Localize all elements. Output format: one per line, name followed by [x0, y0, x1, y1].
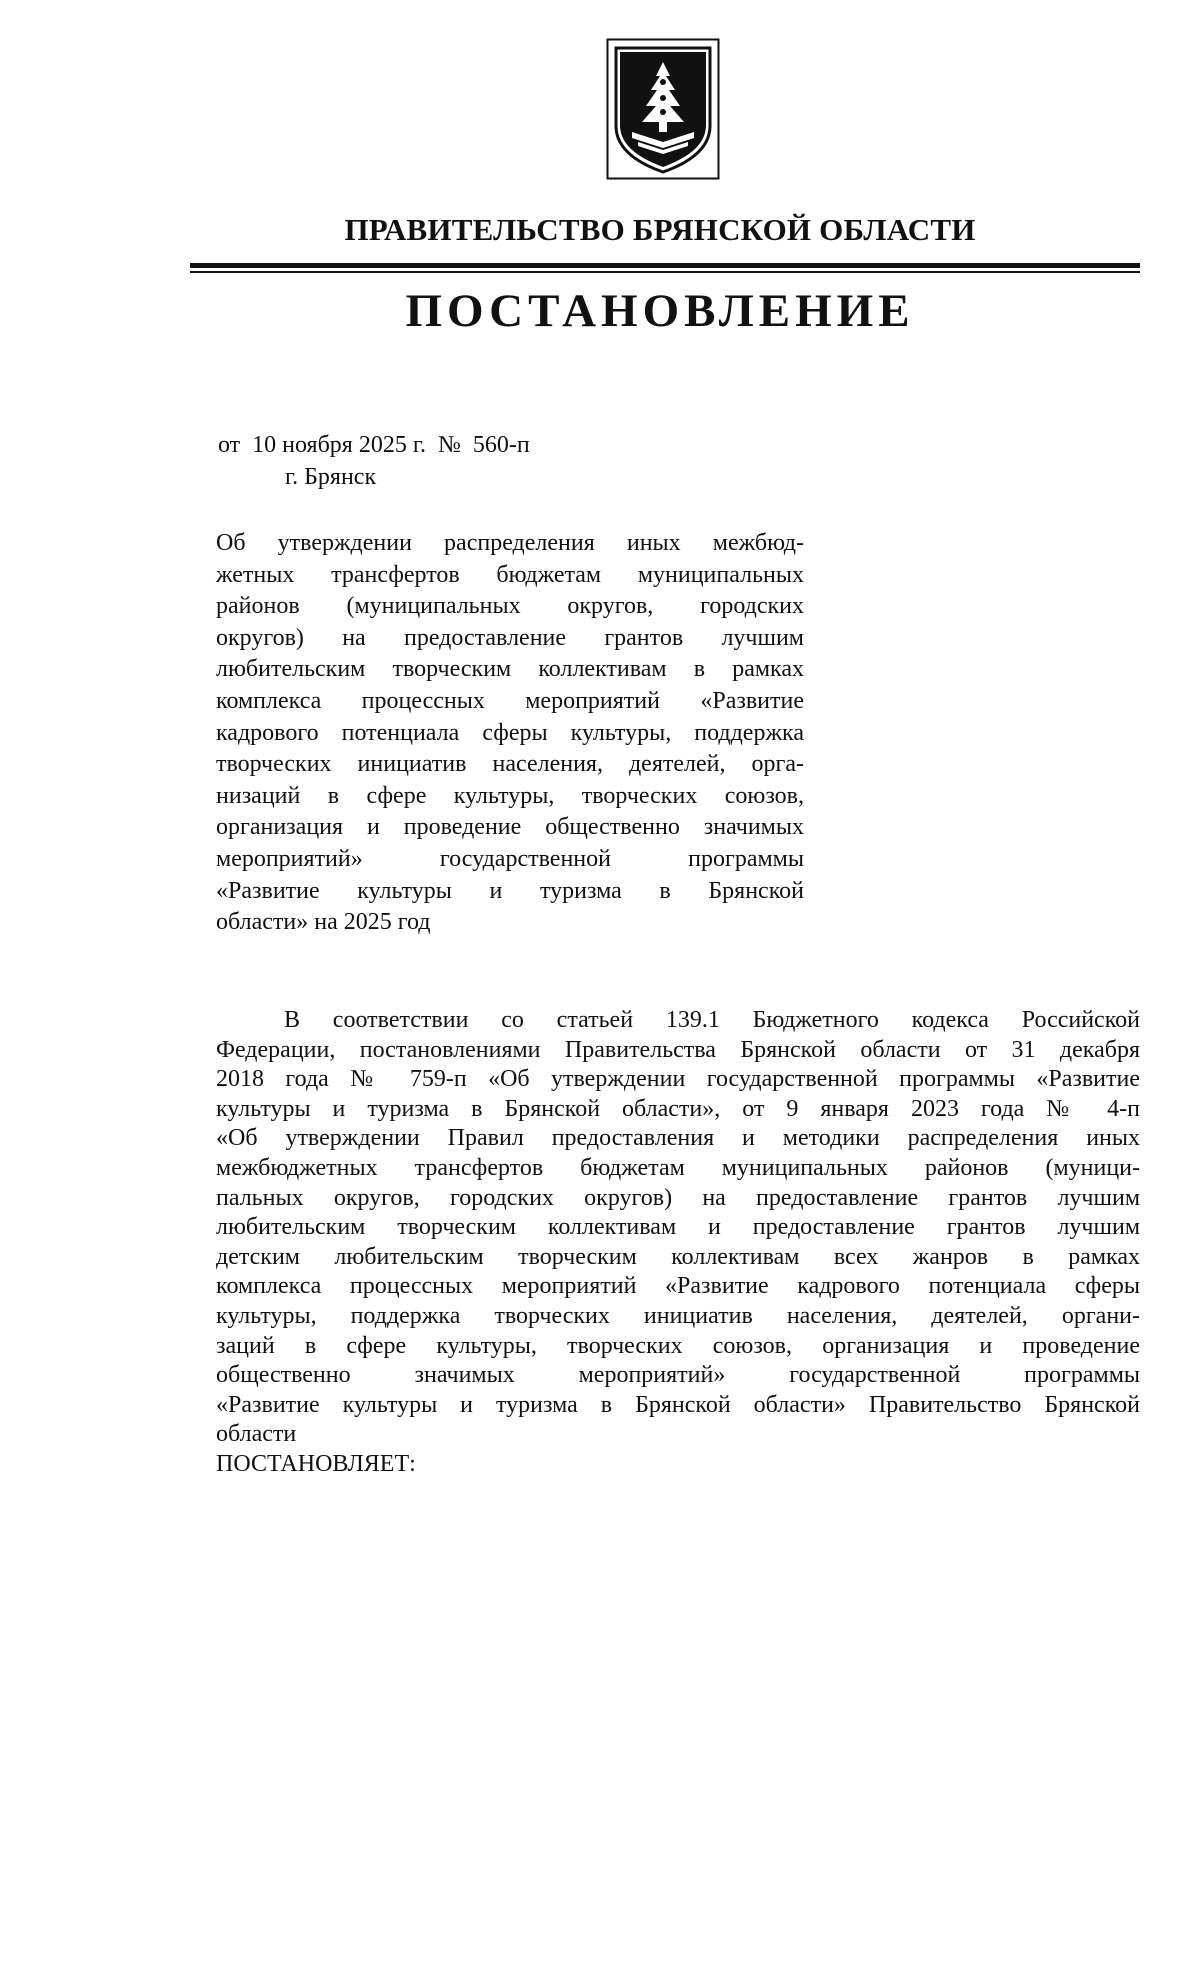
- subject-line: низаций в сфере культуры, творческих союзов,: [216, 782, 804, 809]
- coat-of-arms-icon: [606, 38, 720, 180]
- subject-line: мероприятий» государственной программы: [216, 845, 804, 872]
- decree-word: ПОСТАНОВЛЯЕТ:: [216, 1450, 416, 1477]
- subject-line: районов (муниципальных округов, городских: [216, 593, 804, 620]
- body-line: В соответствии со статьей 139.1 Бюджетного кодекса Российской: [284, 1007, 1140, 1033]
- subject-line: округов) на предоставление грантов лучшим: [216, 624, 804, 651]
- subject-line: творческих инициатив населения, деятелей, орга-: [216, 751, 804, 778]
- date-number-line: [218, 432, 536, 459]
- body-line: любительским творческим коллективам и предоставление грантов лучшим: [216, 1214, 1140, 1241]
- body-line: пальных округов, городских округов) на предоставление грантов лучшим: [216, 1184, 1140, 1211]
- header-divider-thin: [190, 271, 1140, 273]
- header-divider-thick: [190, 263, 1140, 268]
- subject-line: организация и проведение общественно значимых: [216, 814, 804, 841]
- body-line: культуры, поддержка творческих инициатив населения, деятелей, органи-: [216, 1302, 1140, 1329]
- document-type-title: ПОСТАНОВЛЕНИЕ: [405, 285, 915, 337]
- document-date: 10 ноября 2025 г.: [252, 432, 426, 458]
- subject-line: комплекса процессных мероприятий «Развитие: [216, 687, 804, 714]
- body-line: общественно значимых мероприятий» государственной программы: [216, 1362, 1140, 1389]
- body-line: Федерации, постановлениями Правительства Брянской области от 31 декабря: [216, 1036, 1140, 1063]
- preamble-paragraph: [216, 1006, 1140, 1480]
- date-prefix: от: [218, 432, 241, 458]
- document-subject: [216, 528, 804, 939]
- subject-line: жетных трансфертов бюджетам муниципальных: [216, 561, 804, 588]
- body-line: 2018 года № 759-п «Об утверждении государственной программы «Развитие: [216, 1066, 1140, 1093]
- subject-line: кадрового потенциала сферы культуры, поддержка: [216, 719, 804, 746]
- body-line: детским любительским творческим коллективам всех жанров в рамках: [216, 1243, 1140, 1270]
- body-line: культуры и туризма в Брянской области», от 9 января 2023 года № 4-п: [216, 1095, 1140, 1122]
- city: г. Брянск: [285, 464, 377, 490]
- subject-line: «Развитие культуры и туризма в Брянской: [216, 877, 804, 904]
- body-line: заций в сфере культуры, творческих союзов, организация и проведение: [216, 1332, 1140, 1359]
- subject-line: любительским творческим коллективам в рамках: [216, 656, 804, 683]
- body-line: межбюджетных трансфертов бюджетам муниципальных районов (муници-: [216, 1154, 1140, 1181]
- subject-line: Об утверждении распределения иных межбюд-: [216, 530, 804, 556]
- body-line: комплекса процессных мероприятий «Развитие кадрового потенциала сферы: [216, 1273, 1140, 1300]
- body-line: «Развитие культуры и туризма в Брянской области» Правительство Брянской: [216, 1391, 1140, 1418]
- body-line: области: [216, 1421, 297, 1448]
- document-number: 560-п: [472, 432, 530, 458]
- government-name: ПРАВИТЕЛЬСТВО БРЯНСКОЙ ОБЛАСТИ: [344, 212, 976, 247]
- subject-line: области» на 2025 год: [216, 909, 431, 936]
- number-sign: №: [437, 432, 461, 458]
- body-line: «Об утверждении Правил предоставления и методики распределения иных: [216, 1125, 1140, 1152]
